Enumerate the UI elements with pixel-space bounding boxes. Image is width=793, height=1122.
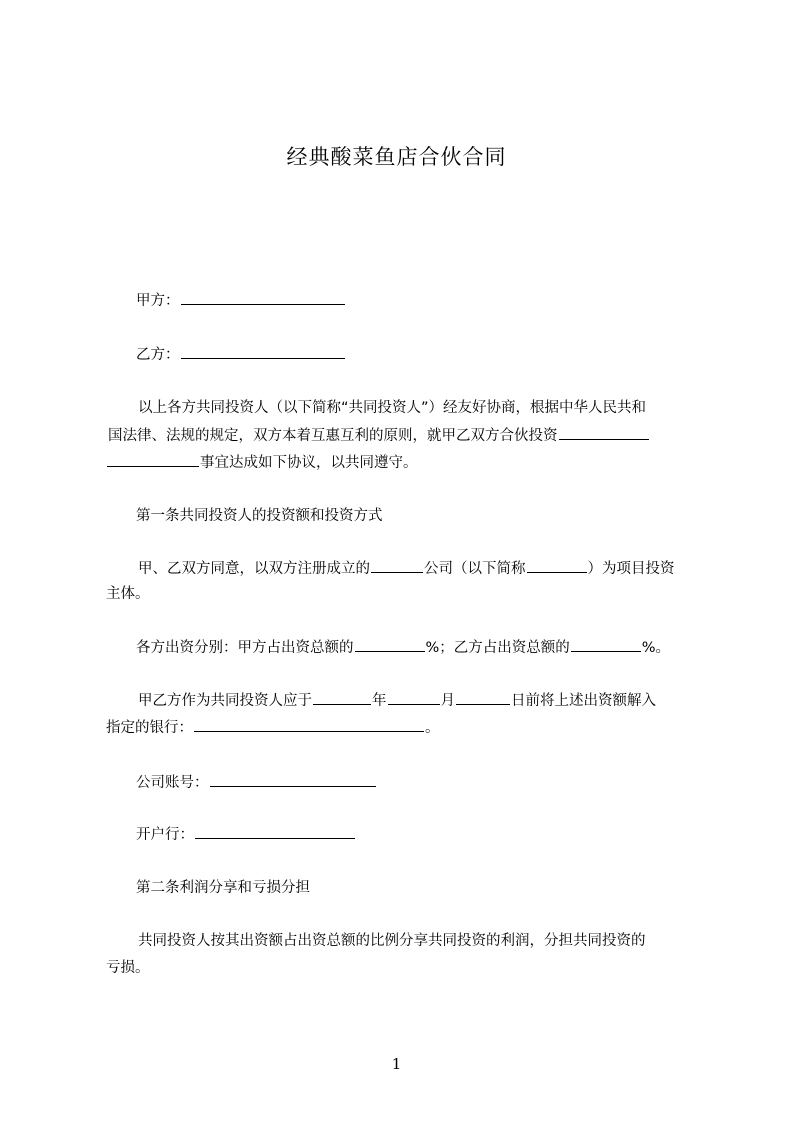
- company-short-name-blank[interactable]: [527, 558, 587, 573]
- article-1-p1-text-b: 公司（以下简称: [424, 561, 526, 577]
- article-2-heading: 第二条利润分享和亏损分担: [136, 880, 310, 896]
- article-1-heading: 第一条共同投资人的投资额和投资方式: [136, 508, 383, 524]
- party-a-label: 甲方：: [136, 293, 180, 309]
- intro-line-3-text: 事宜达成如下协议，以共同遵守。: [200, 455, 418, 471]
- article-1-p2-text-a: 各方出资分别：甲方占出资总额的: [136, 640, 354, 656]
- company-account-label: 公司账号：: [136, 775, 209, 791]
- article-1-p3-text-a: 甲乙方作为共同投资人应于: [138, 693, 312, 709]
- investment-project-blank[interactable]: [559, 425, 649, 440]
- article-2-line-2: 亏损。: [106, 960, 150, 976]
- article-1-para-3-line-2: [106, 717, 440, 738]
- year-label: 年: [372, 693, 387, 709]
- article-1-para-1-line-2: 主体。: [106, 586, 150, 602]
- company-account-blank[interactable]: [210, 772, 376, 787]
- article-1-para-2: [136, 637, 670, 658]
- designated-bank-blank[interactable]: [194, 717, 424, 732]
- intro-line-2: [108, 425, 650, 446]
- year-blank[interactable]: [313, 690, 371, 705]
- bank-line: [136, 824, 356, 845]
- bank-label: 开户行：: [136, 827, 194, 843]
- bank-blank[interactable]: [195, 824, 355, 839]
- intro-line-1: 以上各方共同投资人（以下简称“共同投资人”）经友好协商，根据中华人民共和: [138, 400, 647, 416]
- party-b-line: [136, 344, 346, 365]
- party-a-line: [136, 290, 346, 311]
- article-1-p2-text-c: %。: [641, 640, 671, 656]
- article-1-p1-text-c: ）为项目投资: [587, 561, 675, 577]
- company-account-line: [136, 772, 377, 793]
- document-title: 经典酸菜鱼店合伙合同: [286, 145, 507, 169]
- article-1-p3-end: 。: [425, 720, 440, 736]
- month-label: 月: [440, 693, 455, 709]
- party-a-blank[interactable]: [181, 290, 345, 305]
- party-b-blank[interactable]: [181, 344, 345, 359]
- investment-project-blank-2[interactable]: [107, 452, 199, 467]
- article-1-p3-text-b: 日前将上述出资额解入: [511, 693, 656, 709]
- intro-line-3: [106, 452, 418, 473]
- article-1-p1-text-a: 甲、乙双方同意，以双方注册成立的: [138, 561, 370, 577]
- article-1-para-3-line-1: [138, 690, 656, 711]
- month-blank[interactable]: [388, 690, 440, 705]
- company-name-blank[interactable]: [371, 558, 423, 573]
- party-a-share-blank[interactable]: [355, 637, 425, 652]
- party-b-label: 乙方：: [136, 347, 180, 363]
- intro-line-2-text: 国法律、法规的规定，双方本着互惠互利的原则，就甲乙双方合伙投资: [108, 428, 558, 444]
- designated-bank-label: 指定的银行：: [106, 720, 193, 736]
- party-b-share-blank[interactable]: [571, 637, 641, 652]
- article-1-para-1-line-1: [138, 558, 675, 579]
- article-2-line-1: 共同投资人按其出资额占出资总额的比例分享共同投资的利润，分担共同投资的: [138, 933, 646, 949]
- page-number: 1: [391, 1055, 402, 1073]
- article-1-p2-text-b: %；乙方占出资总额的: [425, 640, 570, 656]
- day-blank[interactable]: [456, 690, 510, 705]
